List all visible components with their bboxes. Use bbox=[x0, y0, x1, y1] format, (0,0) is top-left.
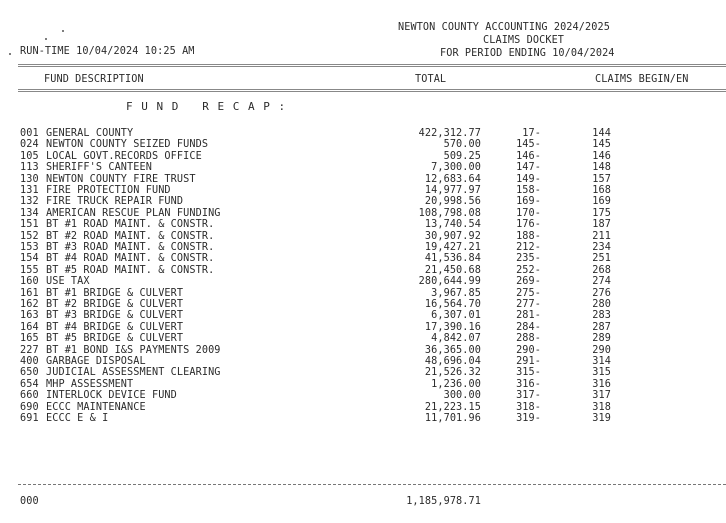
fund-name: GENERAL COUNTY bbox=[46, 128, 134, 139]
claims-end: 234 bbox=[592, 242, 611, 253]
fund-name: FIRE PROTECTION FUND bbox=[46, 185, 171, 196]
fund-row bbox=[0, 219, 726, 230]
scan-speck bbox=[9, 53, 11, 55]
fund-total: 41,536.84 bbox=[424, 253, 481, 265]
fund-total: 422,312.77 bbox=[418, 128, 481, 139]
claims-begin: 17- bbox=[522, 128, 541, 139]
run-time: RUN-TIME 10/04/2024 10:25 AM bbox=[20, 46, 195, 57]
fund-name: ECCC MAINTENANCE bbox=[46, 401, 146, 413]
fund-name: JUDICIAL ASSESSMENT CLEARING bbox=[46, 367, 221, 379]
fund-row bbox=[0, 231, 726, 242]
fund-name: ECCC E & I bbox=[46, 413, 109, 424]
fund-name: FIRE TRUCK REPAIR FUND bbox=[46, 196, 184, 208]
header-separator-bottom bbox=[18, 89, 726, 92]
fund-code: 227 bbox=[20, 344, 39, 356]
fund-row bbox=[0, 299, 726, 310]
claims-end: 146 bbox=[592, 150, 611, 162]
fund-total: 13,740.54 bbox=[424, 219, 481, 231]
claims-begin: 275- bbox=[516, 287, 541, 299]
claims-begin: 158- bbox=[516, 185, 541, 196]
fund-code: 654 bbox=[20, 378, 39, 390]
fund-total: 6,307.01 bbox=[431, 310, 481, 322]
fund-total: 7,300.00 bbox=[431, 162, 481, 174]
claims-end: 211 bbox=[592, 230, 611, 242]
fund-total: 20,998.56 bbox=[424, 196, 481, 208]
fund-name: BT #1 BOND I&S PAYMENTS 2009 bbox=[46, 344, 221, 356]
fund-total: 21,526.32 bbox=[424, 367, 481, 379]
fund-total: 509.25 bbox=[443, 150, 481, 162]
fund-row bbox=[0, 356, 726, 367]
claims-begin: 176- bbox=[516, 219, 541, 231]
col-claims-begin-end: CLAIMS BEGIN/EN bbox=[595, 74, 689, 85]
fund-name: BT #3 BRIDGE & CULVERT bbox=[46, 310, 184, 322]
fund-total: 4,842.07 bbox=[431, 333, 481, 345]
fund-code: 131 bbox=[20, 185, 39, 196]
claims-begin: 235- bbox=[516, 253, 541, 265]
fund-row bbox=[0, 185, 726, 196]
fund-code: 105 bbox=[20, 150, 39, 162]
fund-total: 19,427.21 bbox=[424, 242, 481, 253]
fund-code: 153 bbox=[20, 242, 39, 253]
claims-end: 315 bbox=[592, 367, 611, 379]
claims-end: 319 bbox=[592, 413, 611, 424]
fund-code: 161 bbox=[20, 287, 39, 299]
fund-row bbox=[0, 379, 726, 390]
claims-end: 148 bbox=[592, 162, 611, 174]
fund-row bbox=[0, 322, 726, 333]
fund-code: 001 bbox=[20, 128, 39, 139]
fund-code: 163 bbox=[20, 310, 39, 322]
total-separator bbox=[18, 484, 726, 485]
fund-code: 165 bbox=[20, 333, 39, 345]
claims-begin: 149- bbox=[516, 173, 541, 185]
fund-code: 400 bbox=[20, 356, 39, 367]
fund-code: 134 bbox=[20, 207, 39, 219]
fund-total: 21,450.68 bbox=[424, 264, 481, 276]
claims-end: 318 bbox=[592, 401, 611, 413]
col-fund-description: FUND DESCRIPTION bbox=[44, 74, 144, 85]
fund-row bbox=[0, 253, 726, 264]
scan-speck bbox=[45, 38, 47, 40]
claims-begin: 170- bbox=[516, 207, 541, 219]
claims-end: 274 bbox=[592, 276, 611, 288]
docket-title: CLAIMS DOCKET bbox=[483, 35, 565, 46]
fund-row bbox=[0, 265, 726, 276]
claims-end: 268 bbox=[592, 264, 611, 276]
claims-end: 251 bbox=[592, 253, 611, 265]
fund-total: 17,390.16 bbox=[424, 321, 481, 333]
fund-name: LOCAL GOVT.RECORDS OFFICE bbox=[46, 150, 202, 162]
claims-begin: 281- bbox=[516, 310, 541, 322]
fund-row bbox=[0, 196, 726, 207]
claims-begin: 147- bbox=[516, 162, 541, 174]
fund-code: 160 bbox=[20, 276, 39, 288]
col-total: TOTAL bbox=[415, 74, 447, 85]
fund-total: 30,907.92 bbox=[424, 230, 481, 242]
fund-code: 130 bbox=[20, 173, 39, 185]
fund-total: 280,644.99 bbox=[418, 276, 481, 288]
fund-name: INTERLOCK DEVICE FUND bbox=[46, 390, 177, 402]
fund-total: 1,236.00 bbox=[431, 378, 481, 390]
claims-begin: 315- bbox=[516, 367, 541, 379]
fund-name: BT #4 ROAD MAINT. & CONSTR. bbox=[46, 253, 215, 265]
claims-end: 289 bbox=[592, 333, 611, 345]
fund-row bbox=[0, 288, 726, 299]
fund-code: 132 bbox=[20, 196, 39, 208]
claims-end: 283 bbox=[592, 310, 611, 322]
fund-total: 570.00 bbox=[443, 139, 481, 151]
claims-begin: 145- bbox=[516, 139, 541, 151]
fund-row bbox=[0, 208, 726, 219]
claims-end: 145 bbox=[592, 139, 611, 151]
fund-name: AMERICAN RESCUE PLAN FUNDING bbox=[46, 207, 221, 219]
fund-code: 151 bbox=[20, 219, 39, 231]
claims-end: 168 bbox=[592, 185, 611, 196]
fund-name: GARBAGE DISPOSAL bbox=[46, 356, 146, 367]
claims-begin: 288- bbox=[516, 333, 541, 345]
claims-begin: 146- bbox=[516, 150, 541, 162]
fund-code: 162 bbox=[20, 299, 39, 310]
fund-row bbox=[0, 345, 726, 356]
fund-total: 48,696.04 bbox=[424, 356, 481, 367]
claims-end: 187 bbox=[592, 219, 611, 231]
claims-end: 169 bbox=[592, 196, 611, 208]
grand-total-amount: 1,185,978.71 bbox=[406, 496, 481, 507]
grand-total-code: 000 bbox=[20, 496, 39, 507]
claims-begin: 291- bbox=[516, 356, 541, 367]
org-title: NEWTON COUNTY ACCOUNTING 2024/2025 bbox=[398, 22, 610, 33]
fund-total: 108,798.08 bbox=[418, 207, 481, 219]
fund-name: USE TAX bbox=[46, 276, 90, 288]
fund-row bbox=[0, 413, 726, 424]
fund-name: BT #1 BRIDGE & CULVERT bbox=[46, 287, 184, 299]
fund-total: 14,977.97 bbox=[424, 185, 481, 196]
claims-begin: 290- bbox=[516, 344, 541, 356]
fund-name: BT #5 BRIDGE & CULVERT bbox=[46, 333, 184, 345]
fund-row bbox=[0, 174, 726, 185]
claims-begin: 284- bbox=[516, 321, 541, 333]
claims-end: 287 bbox=[592, 321, 611, 333]
claims-end: 144 bbox=[592, 128, 611, 139]
claims-begin: 319- bbox=[516, 413, 541, 424]
fund-row bbox=[0, 367, 726, 378]
fund-code: 155 bbox=[20, 264, 39, 276]
fund-name: SHERIFF'S CANTEEN bbox=[46, 162, 152, 174]
fund-code: 691 bbox=[20, 413, 39, 424]
fund-code: 660 bbox=[20, 390, 39, 402]
fund-name: BT #1 ROAD MAINT. & CONSTR. bbox=[46, 219, 215, 231]
fund-code: 154 bbox=[20, 253, 39, 265]
fund-name: BT #2 ROAD MAINT. & CONSTR. bbox=[46, 230, 215, 242]
claims-end: 276 bbox=[592, 287, 611, 299]
fund-name: BT #5 ROAD MAINT. & CONSTR. bbox=[46, 264, 215, 276]
fund-row bbox=[0, 128, 726, 139]
fund-name: BT #4 BRIDGE & CULVERT bbox=[46, 321, 184, 333]
claims-begin: 252- bbox=[516, 264, 541, 276]
fund-code: 152 bbox=[20, 230, 39, 242]
claims-begin: 317- bbox=[516, 390, 541, 402]
fund-row bbox=[0, 242, 726, 253]
fund-recap-heading: F U N D R E C A P : bbox=[126, 100, 287, 113]
fund-name: BT #3 ROAD MAINT. & CONSTR. bbox=[46, 242, 215, 253]
header-separator-top bbox=[18, 64, 726, 67]
claims-begin: 169- bbox=[516, 196, 541, 208]
fund-row bbox=[0, 276, 726, 287]
fund-name: BT #2 BRIDGE & CULVERT bbox=[46, 299, 184, 310]
fund-total: 12,683.64 bbox=[424, 173, 481, 185]
fund-row bbox=[0, 139, 726, 150]
claims-end: 280 bbox=[592, 299, 611, 310]
claims-begin: 212- bbox=[516, 242, 541, 253]
fund-row bbox=[0, 402, 726, 413]
claims-end: 314 bbox=[592, 356, 611, 367]
fund-total: 300.00 bbox=[443, 390, 481, 402]
claims-end: 316 bbox=[592, 378, 611, 390]
claims-end: 317 bbox=[592, 390, 611, 402]
fund-code: 650 bbox=[20, 367, 39, 379]
fund-row bbox=[0, 310, 726, 321]
claims-begin: 188- bbox=[516, 230, 541, 242]
fund-code: 164 bbox=[20, 321, 39, 333]
scan-speck bbox=[62, 30, 64, 32]
claims-end: 290 bbox=[592, 344, 611, 356]
fund-total: 3,967.85 bbox=[431, 287, 481, 299]
claims-begin: 316- bbox=[516, 378, 541, 390]
fund-total: 21,223.15 bbox=[424, 401, 481, 413]
fund-name: NEWTON COUNTY SEIZED FUNDS bbox=[46, 139, 209, 151]
fund-row bbox=[0, 390, 726, 401]
fund-code: 024 bbox=[20, 139, 39, 151]
fund-total: 11,701.96 bbox=[424, 413, 481, 424]
fund-row bbox=[0, 151, 726, 162]
claims-end: 157 bbox=[592, 173, 611, 185]
claims-end: 175 bbox=[592, 207, 611, 219]
fund-total: 16,564.70 bbox=[424, 299, 481, 310]
claims-begin: 269- bbox=[516, 276, 541, 288]
claims-begin: 277- bbox=[516, 299, 541, 310]
fund-total: 36,365.00 bbox=[424, 344, 481, 356]
fund-name: NEWTON COUNTY FIRE TRUST bbox=[46, 173, 196, 185]
fund-code: 113 bbox=[20, 162, 39, 174]
fund-name: MHP ASSESSMENT bbox=[46, 378, 134, 390]
claims-begin: 318- bbox=[516, 401, 541, 413]
fund-row bbox=[0, 162, 726, 173]
fund-row bbox=[0, 333, 726, 344]
fund-code: 690 bbox=[20, 401, 39, 413]
period-ending: FOR PERIOD ENDING 10/04/2024 bbox=[440, 48, 615, 59]
